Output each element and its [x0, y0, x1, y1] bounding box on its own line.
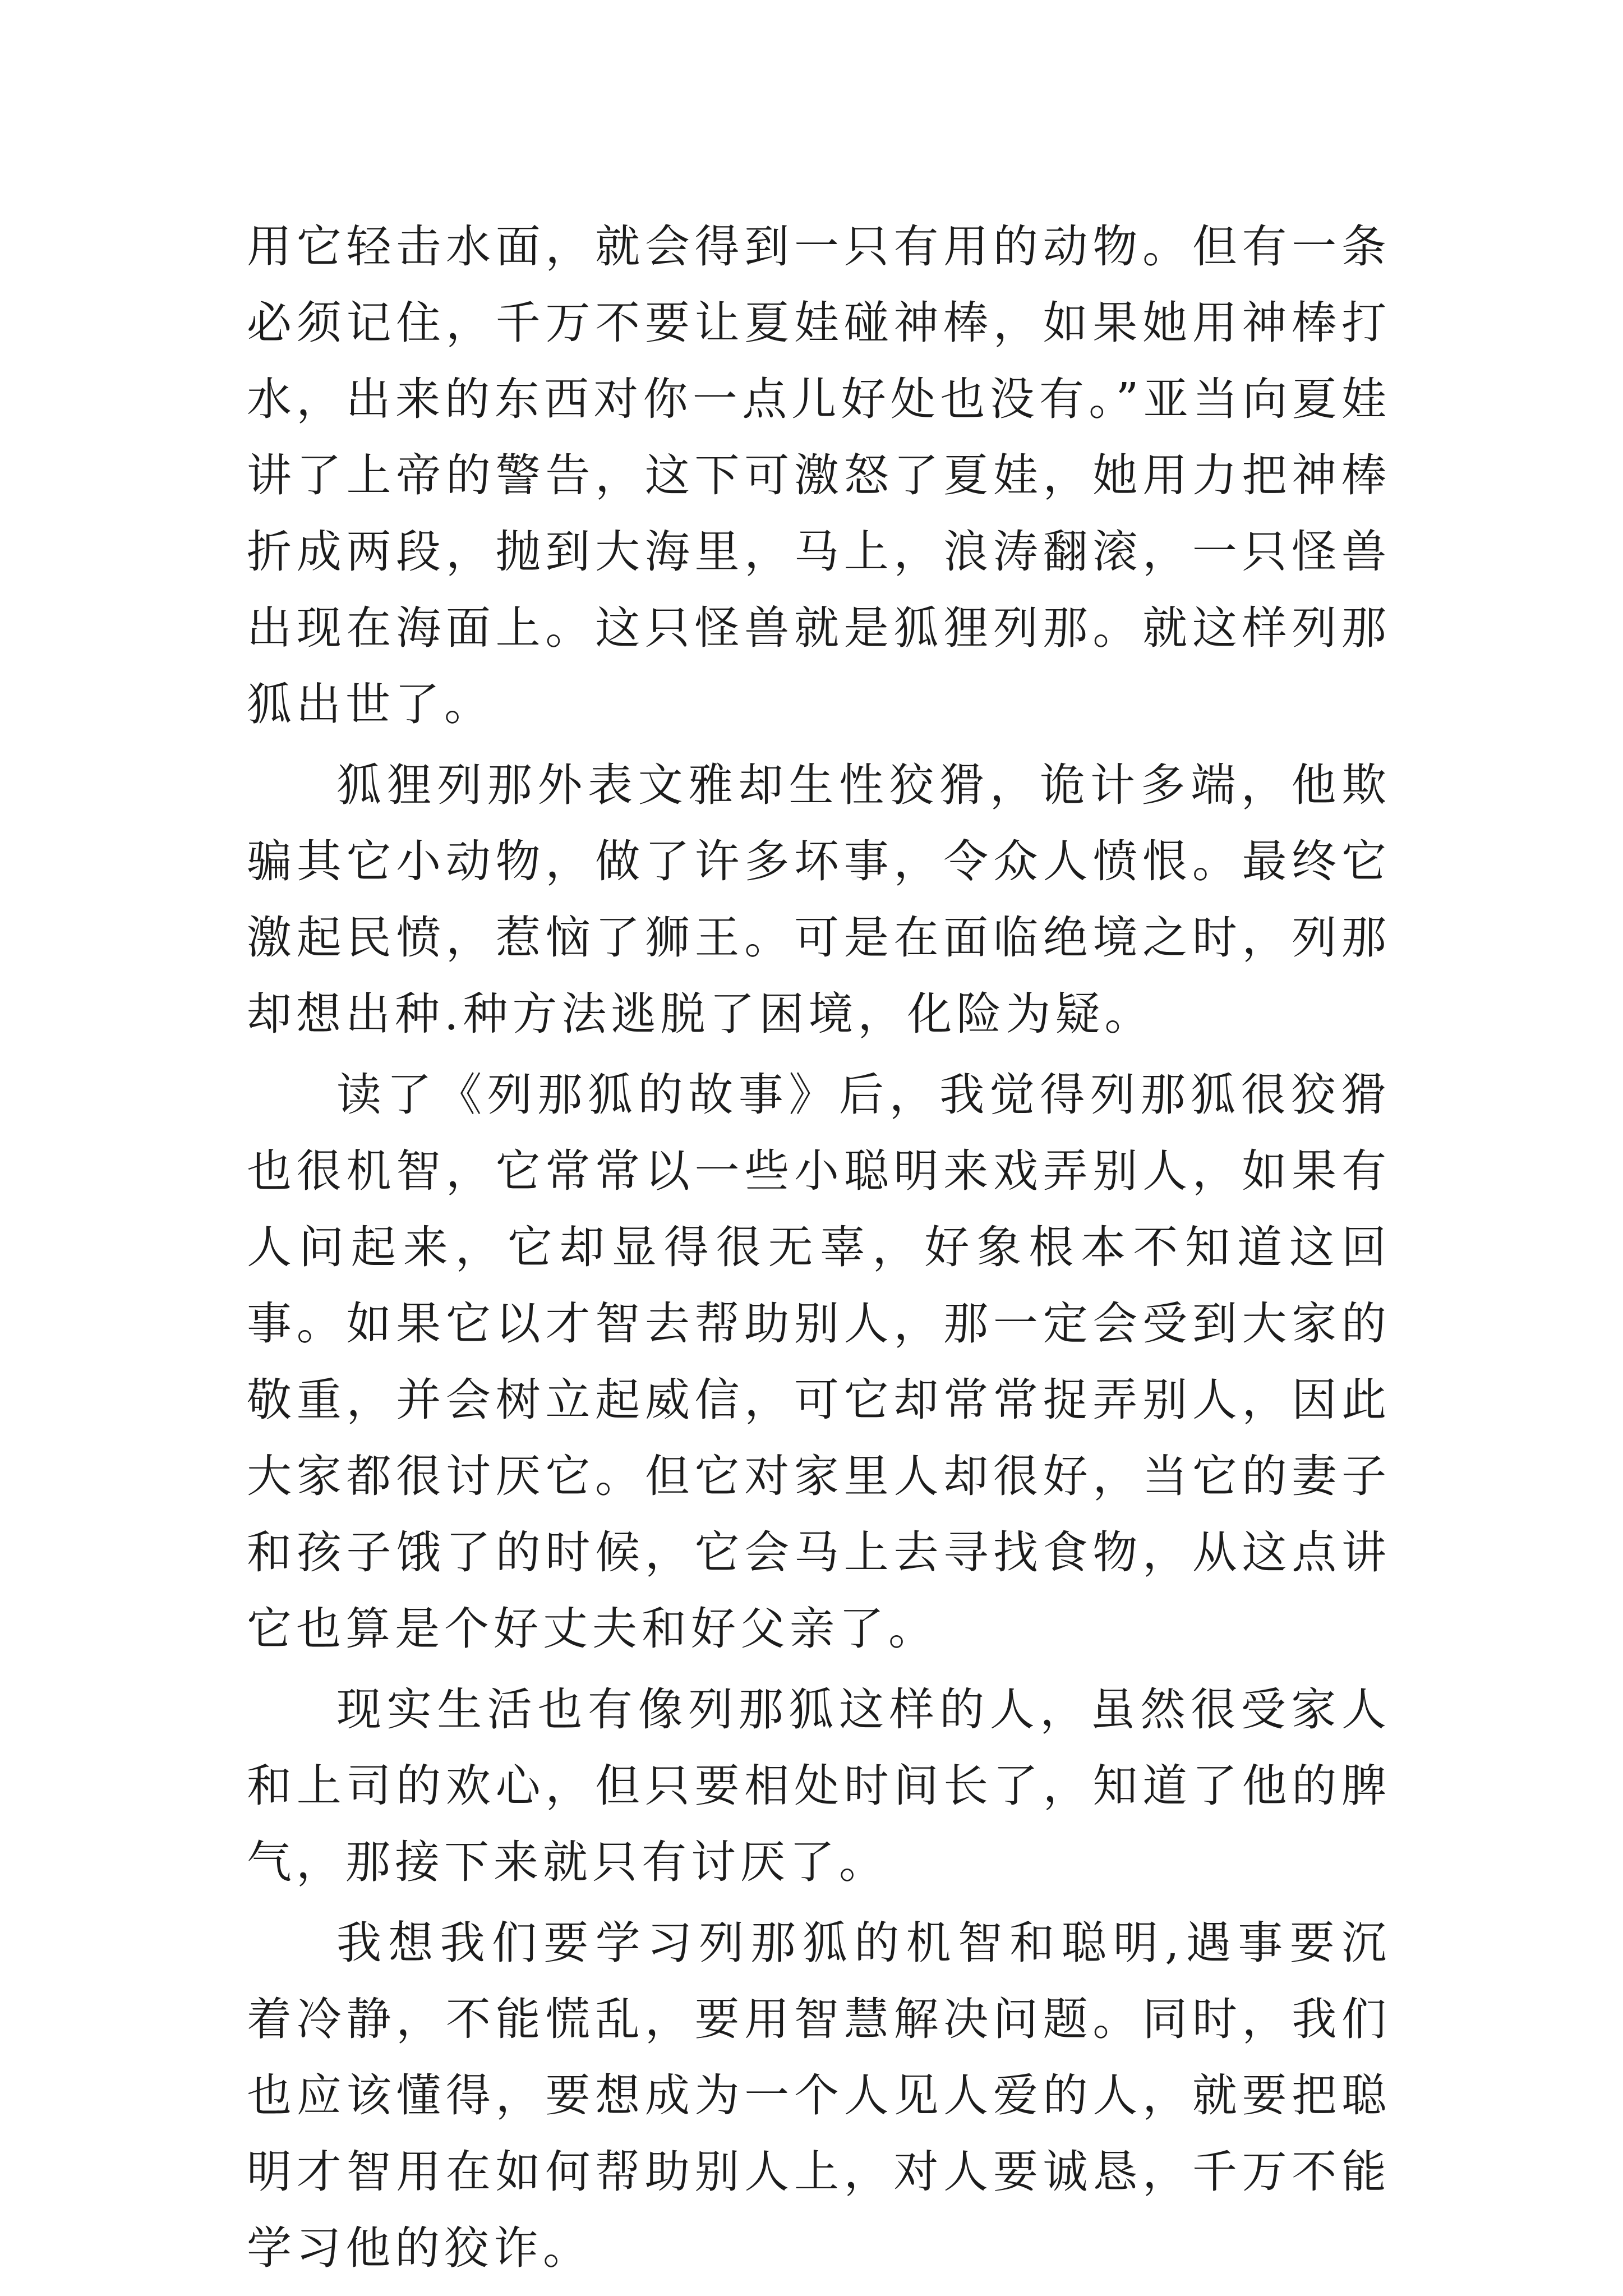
paragraph-reading-impression: 读了《列那狐的故事》后，我觉得列那狐很狡猾也很机智，它常常以一些小聪明来戏弄别人，如果有人问起来，它却显得很无辜，好象根本不知道这回事。如果它以才智去帮助别人，那一定会受到大家的敬重，并会树立起威信，可它却常常捉弄别人，因此大家都很讨厌它。但它对家里人却很好，当它的妻子和孩子饿了的时候，它会马上去寻找食物，从这点讲它也算是个好丈夫和好父亲了。: [247, 1069, 1391, 1655]
paragraph-continuation: 用它轻击水面，就会得到一只有用的动物。但有一条必须记住，千万不要让夏娃碰神棒，如果她用神棒打水，出来的东西对你一点儿好处也没有。”亚当向夏娃讲了上帝的警告，这下可激怒了夏娃，她用力把神棒折成两段，抛到大海里，马上，浪涛翻滚，一只怪兽出现在海面上。这只怪兽就是狐狸列那。就这样列那狐出世了。: [247, 220, 1391, 730]
paragraph-fox-character: 狐狸列那外表文雅却生性狡猾，诡计多端，他欺骗其它小动物，做了许多坏事，令众人愤恨。最终它激起民愤，惹恼了狮王。可是在面临绝境之时，列那却想出种.种方法逃脱了困境，化险为疑。: [247, 759, 1391, 1040]
paragraph-real-life: 现实生活也有像列那狐这样的人，虽然很受家人和上司的欢心，但只要相处时间长了，知道了他的脾气，那接下来就只有讨厌了。: [247, 1683, 1391, 1888]
document-body: [247, 209, 1391, 2286]
paragraph-conclusion: 我想我们要学习列那狐的机智和聪明,遇事要沉着冷静，不能慌乱，要用智慧解决问题。同时，我们也应该懂得，要想成为一个人见人爱的人，就要把聪明才智用在如何帮助别人上，对人要诚恳，千万不能学习他的狡诈。: [247, 1917, 1391, 2274]
